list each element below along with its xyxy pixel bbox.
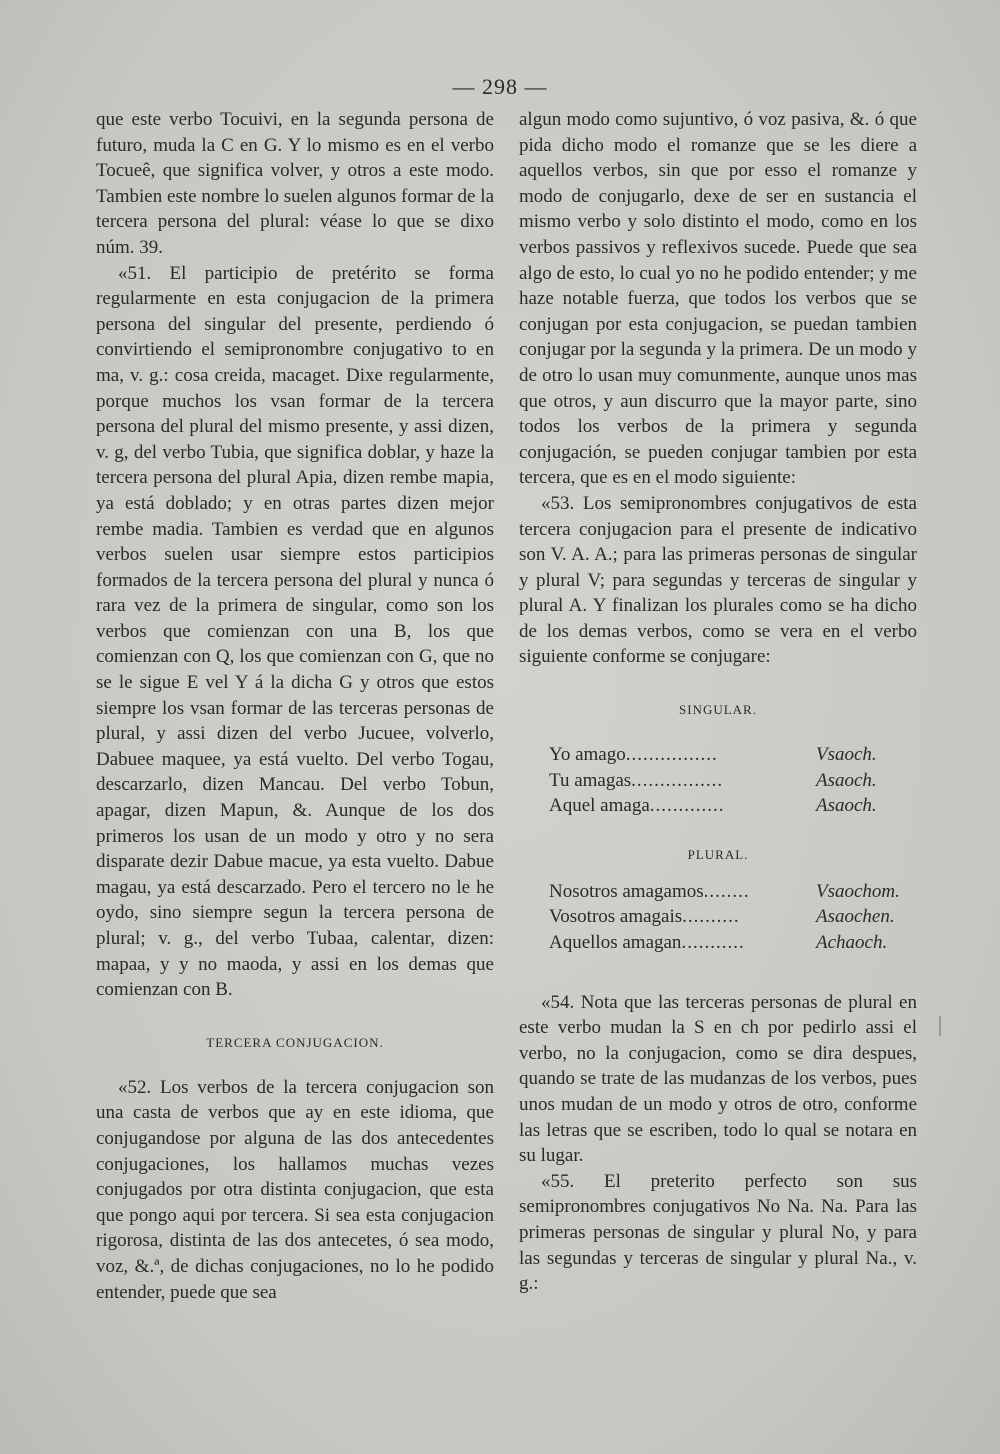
indigenous-form: Asaoch. <box>816 795 877 817</box>
margin-mark <box>939 1016 941 1036</box>
plural-conjugation-table <box>519 879 917 956</box>
spanish-form: Aquellos amagan <box>549 932 682 954</box>
spanish-form: Tu amagas <box>549 769 632 791</box>
paragraph-continuation-left: que este verbo Tocuivi, en la segunda persona de futuro, muda la C en G. Y lo mismo es en el verbo Tocueê, que significa volver, y otros a este modo. Tambien este nombre lo suelen algunos formar de la tercera persona del plural: véase lo que se dixo núm. 39. <box>96 109 494 258</box>
paragraph-51: «51. El participio de pretérito se forma regularmente en esta conjugacion de la primera persona del singular del presente, perdiendo ó convirtiendo el semipronombre conjugativo to en ma, v. g.: cosa creida, macaget. Dixe regularmente, porque muchos los vsan formar de la tercera persona del plural del mismo presente, y assi dizen, v. g, del verbo Tubia, que significa doblar, y haze la tercera persona del plural Apia, dizen rembe mapia, ya está doblado; y en otras partes dizen mejor rembe madia. Tambien es verdad que en algunos verbos suelen usar siempre estos participios formados de la tercera persona del plural y nunca ó rara vez de la primera de singular, como son los verbos que comienzan con una B, los que comienzan con Q, los que comienzan con G, que no se le sigue E vel Y á la dicha G y otros que estos siempre los vsan formar de las terceras personas de plural, y assi dizen del verbo Jucuee, volverlo, Dabuee maquee, ya está vuelto. Del verbo Togau, descarzarlo, dizen Mancau. Del verbo Tobun, apagar, dizen Mapun, &. Aunque de los dos primeros los usan de un modo y otro y no sera disparate dezir Dabue macue, ya esta vuelto. Dabue magau, ya está descarzado. Pero el tercero no le he oydo, sino siempre segun la tercera persona de plural; v. g., del verbo Tubaa, calentar, dizen: mapaa, y y no maoda, y assi en los demas que comienzan con B. <box>96 262 494 1001</box>
paragraph-55: «55. El preterito perfecto son sus semipronombres conjugativos No Na. Na. Para las primeras personas de singular y plural No, y para las segundas y terceras de singular y plural Na., v. g.: <box>519 1170 917 1295</box>
leader-dots: ........... <box>681 932 745 954</box>
conjugation-row <box>519 904 917 930</box>
left-column <box>96 107 494 1305</box>
indigenous-form: Vsaochom. <box>816 880 900 902</box>
conjugation-row <box>519 793 917 819</box>
indigenous-form: Asaochen. <box>816 906 895 928</box>
conjugation-row <box>519 930 917 956</box>
singular-conjugation-table <box>519 742 917 819</box>
paragraph-continuation-right: algun modo como sujuntivo, ó voz pasiva, &. ó que pida dicho modo el romanze que se les diere a aquellos verbos, sin que por esso el romanze y modo de conjugarlo, dexe de ser en sustancia el mismo verbo y solo distinto el modo, como en los verbos passivos y reflexivos sucede. Puede que sea algo de esto, lo cual yo no he podido entender; y me haze notable fuerza, que todos los verbos que se conjugan por esta conjugacion, se puedan tambien conjugar por la segunda y la primera. De un modo y de otro lo usan muy comunmente, aunque unos mas que otros, y aun discurro que la mayor parte, sino todos los verbos de la primera y segunda conjugación, se pueden conjugar tambien por esta tercera, que es en el modo siguiente: <box>519 109 917 489</box>
leader-dots: ................ <box>631 769 724 791</box>
section-heading-tercera-conjugacion: TERCERA CONJUGACION. <box>206 1034 384 1050</box>
conjugation-row <box>519 879 917 905</box>
plural-heading: PLURAL. <box>687 846 749 862</box>
right-column <box>519 107 917 1297</box>
leader-dots: .......... <box>682 906 740 928</box>
spanish-form: Aquel amaga <box>549 795 650 817</box>
indigenous-form: Asaoch. <box>816 769 877 791</box>
leader-dots: ............. <box>649 795 725 817</box>
spanish-form: Vosotros amagais <box>549 906 683 928</box>
paragraph-53: «53. Los semipronombres conjugativos de esta tercera conjugacion para el presente de indicativo son V. A. A.; para las primeras personas de singular y plural V; para segundas y terceras de singular y plural A. Y finalizan los plurales como se ha dicho de los demas verbos, como se vera en el verbo siguiente conforme se conjugare: <box>519 492 917 668</box>
spanish-form: Nosotros amagamos <box>549 880 704 902</box>
indigenous-form: Vsaoch. <box>816 744 877 766</box>
spanish-form: Yo amago <box>549 744 626 766</box>
leader-dots: ................ <box>625 744 718 766</box>
leader-dots: ........ <box>703 880 750 902</box>
singular-heading: SINGULAR. <box>679 702 757 718</box>
page-number: — 298 — <box>452 74 548 99</box>
paragraph-54: «54. Nota que las terceras personas de plural en este verbo mudan la S en ch por pedirlo assi el verbo, no la conjugacion, como se dira despues, quando se trate de las mudanzas de los verbos, pues unos mudan de un modo y otros de otro, conforme las letras que se escriben, todo lo qual se notara en su lugar. <box>519 991 917 1167</box>
indigenous-form: Achaoch. <box>816 932 888 954</box>
conjugation-row <box>519 742 917 768</box>
paragraph-52: «52. Los verbos de la tercera conjugacion son una casta de verbos que ay en este idioma, que conjugandose por alguna de las dos antecedentes conjugaciones, los hallamos muchas vezes conjugados por otra distinta conjugacion, que esta que pongo aqui por tercera. Si sea esta conjugacion rigorosa, distinta de las dos antecetes, ó sea modo, voz, &.ª, de dichas conjugaciones, no lo he podido entender, puede que sea <box>96 1076 494 1303</box>
conjugation-row <box>519 768 917 794</box>
spacer <box>519 956 917 990</box>
